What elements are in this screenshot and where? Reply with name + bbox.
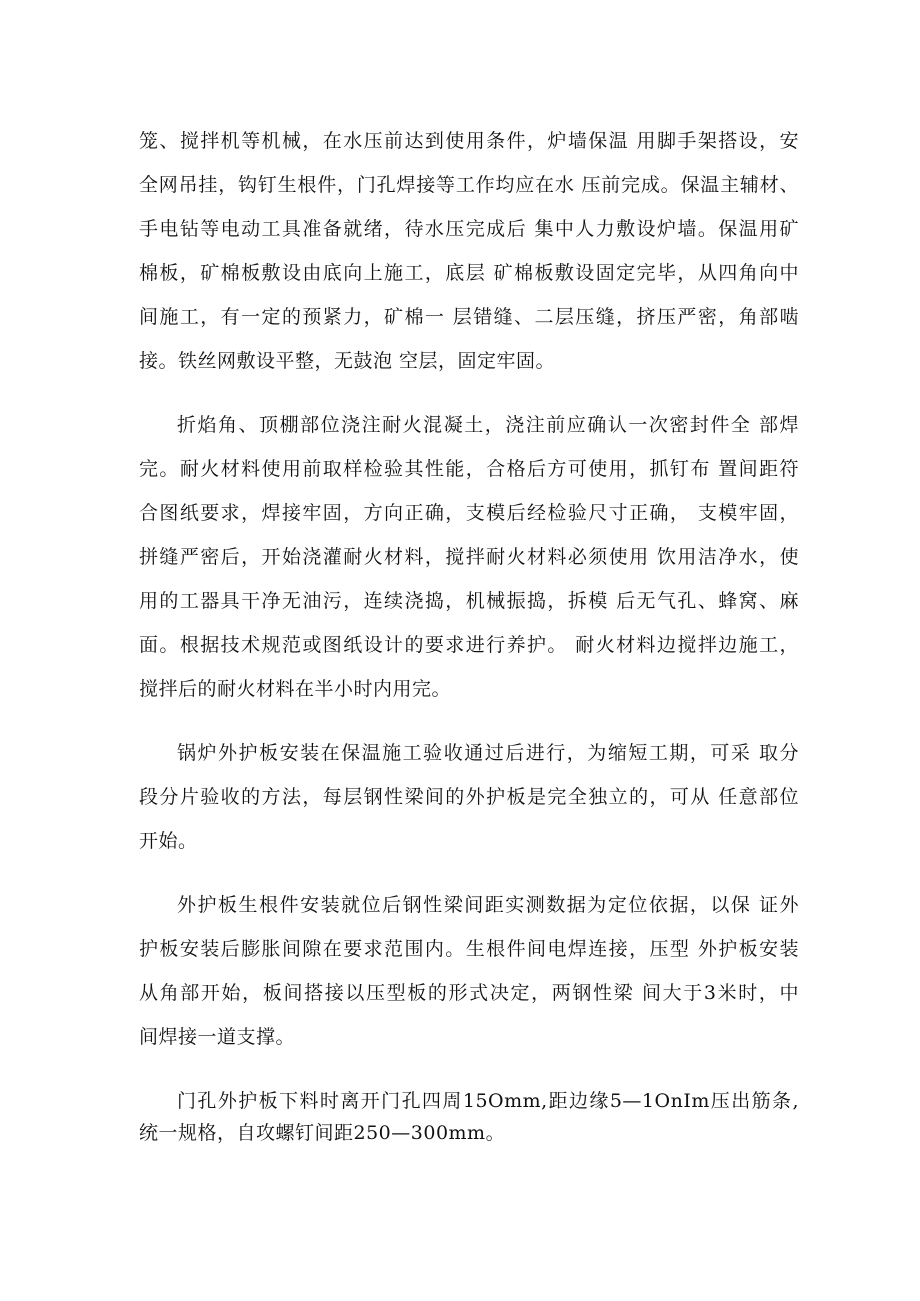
para-4-line-2: 护板安装后膨胀间隙在要求范围内。生根件间电焊连接，压型 外护板安装 [139, 938, 799, 960]
para-1-line-3: 手电钻等电动工具准备就绪，待水压完成后 集中人力敷设炉墙。保温用矿 [139, 218, 799, 240]
para-1-line-5: 间施工，有一定的预紧力，矿棉一 层错缝、二层压缝，挤压严密，角部啮 [139, 306, 799, 328]
para-1-line-2: 全网吊挂，钩钉生根件，门孔焊接等工作均应在水 压前完成。保温主辅材、 [139, 174, 799, 196]
para-2-line-1: 折焰角、顶棚部位浇注耐火混凝土，浇注前应确认一次密封件全 部焊 [177, 414, 799, 436]
para-2-line-3: 合图纸要求，焊接牢固，方向正确，支模后经检验尺寸正确， 支模牢固， [139, 502, 799, 524]
para-3-line-3: 开始。 [139, 830, 198, 852]
para-3-line-1: 锅炉外护板安装在保温施工验收通过后进行，为缩短工期，可采 取分 [177, 742, 799, 764]
para-4-line-4: 间焊接一道支撑。 [139, 1026, 296, 1048]
para-5-line-1: 门孔外护板下料时离开门孔四周15Omm,距边缘5—1OnIm压出筋条, [177, 1090, 799, 1112]
para-3-line-2: 段分片验收的方法，每层钢性梁间的外护板是完全独立的，可从 任意部位 [139, 786, 799, 808]
para-2-line-7: 搅拌后的耐火材料在半小时内用完。 [139, 678, 452, 700]
para-4-line-3: 从角部开始，板间搭接以压型板的形式决定，两钢性梁 间大于3米时，中 [139, 982, 799, 1004]
para-2-line-5: 用的工器具干净无油污，连续浇捣，机械振捣，拆模 后无气孔、蜂窝、麻 [139, 590, 799, 612]
para-1-line-6: 接。铁丝网敷设平整，无鼓泡 空层，固定牢固。 [139, 350, 556, 372]
para-2-line-2: 完。耐火材料使用前取样检验其性能，合格后方可使用，抓钉布 置间距符 [139, 458, 799, 480]
para-1-line-1: 笼、搅拌机等机械，在水压前达到使用条件，炉墙保温 用脚手架搭设，安 [139, 130, 799, 152]
para-2-line-6: 面。根据技术规范或图纸设计的要求进行养护。 耐火材料边搅拌边施工， [139, 634, 799, 656]
para-1-line-4: 棉板，矿棉板敷设由底向上施工，底层 矿棉板敷设固定完毕，从四角向中 [139, 262, 799, 284]
para-2-line-4: 拼缝严密后，开始浇灌耐火材料，搅拌耐火材料必须使用 饮用洁净水，使 [139, 546, 799, 568]
para-4-line-1: 外护板生根件安装就位后钢性梁间距实测数据为定位依据，以保 证外 [177, 894, 799, 916]
para-5-line-2: 统一规格，自攻螺钉间距250—300mm。 [139, 1122, 506, 1144]
